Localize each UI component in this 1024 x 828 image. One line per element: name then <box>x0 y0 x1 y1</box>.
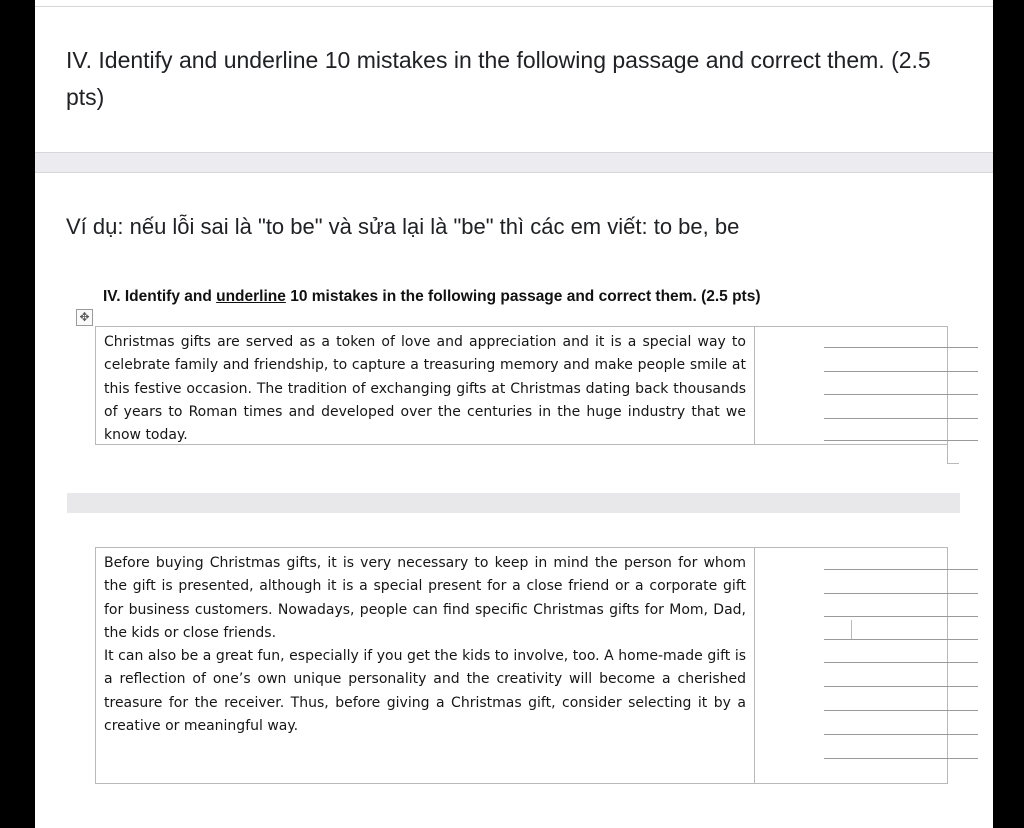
card-top-border <box>35 6 993 7</box>
answer-line <box>824 686 978 687</box>
passage-paragraph: Before buying Christmas gifts, it is very necessary to keep in mind the person for whom the gift is presented, although it is a special present for a close friend or a corporate gift for business customers. Nowadays, people can find specific Christmas gifts for Mom, Dad, the kids or close friends. <box>104 555 746 641</box>
heading-part: IV. Identify and <box>103 288 212 305</box>
passage-table-2 <box>95 547 948 784</box>
answer-line <box>824 593 978 594</box>
table-move-icon[interactable]: ✥ <box>76 309 93 326</box>
answer-line <box>824 616 978 617</box>
answer-line <box>824 734 978 735</box>
answer-line <box>824 371 978 372</box>
passage-cell <box>96 327 755 444</box>
answer-line <box>824 758 978 759</box>
cell-mark <box>851 620 852 639</box>
answer-line <box>824 639 978 640</box>
answer-line <box>824 347 978 348</box>
section-gap <box>35 153 993 172</box>
answer-line <box>824 440 978 441</box>
question-title: IV. Identify and underline 10 mistakes in the following passage and correct them. (2.5 pts) <box>66 47 931 110</box>
answer-line <box>824 394 978 395</box>
section-separator <box>67 493 960 513</box>
answer-line <box>824 710 978 711</box>
form-page <box>35 0 993 828</box>
passage-table-1 <box>95 326 948 445</box>
table-resize-mark <box>947 463 959 464</box>
passage-paragraph: It can also be a great fun, especially if you get the kids to involve, too. A home-made gift is a reflection of one’s own unique personality and the creativity will become a cherished treasure for the receiver. Thus, before giving a Christmas gift, consider selecting it by a creative or meaningful way. <box>104 648 746 735</box>
answer-line <box>824 662 978 663</box>
answer-line <box>824 418 978 419</box>
answer-line <box>824 569 978 570</box>
passage-cell <box>96 548 755 783</box>
card-divider <box>35 172 993 173</box>
example-instruction: Ví dụ: nếu lỗi sai là "to be" và sửa lại là "be" thì các em viết: to be, be <box>66 214 740 239</box>
heading-part: 10 mistakes in the following passage and correct them. (2.5 pts) <box>290 288 761 305</box>
passage-paragraph: Christmas gifts are served as a token of love and appreciation and it is a special way to celebrate family and friendship, to capture a treasuring memory and make people smile at this festive occasion. The tradition of exchanging gifts at Christmas dating back thousands of years to Roman times and developed over the centuries in the huge industry that we know today. <box>104 334 746 444</box>
table-resize-mark <box>947 444 948 464</box>
document-heading <box>103 288 761 306</box>
heading-underlined-word: underline <box>216 288 286 305</box>
